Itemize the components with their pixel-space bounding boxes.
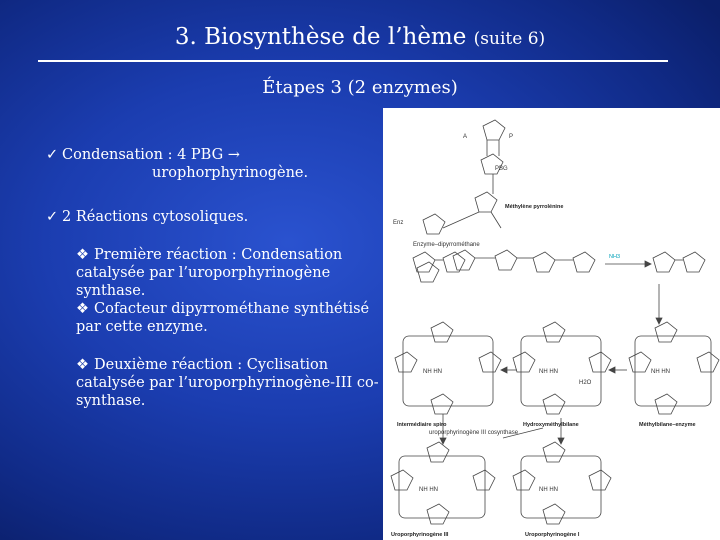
label-p-1: P [509,134,514,140]
bullet-text: Condensation : 4 PBG → [62,147,240,163]
label-spiro: Intermédiaire spiro [397,422,447,428]
label-methylene: Méthylène pyrrolénine [505,204,564,210]
bullet-cytosolic [46,208,381,226]
label-nh-hn-4: NH HN [419,487,438,493]
bullet-text: 2 Réactions cytosoliques. [62,209,249,225]
label-nh-hn-2: NH HN [539,369,558,375]
label-uro-iii: Uroporphyrinogène III [391,532,449,538]
label-pbg: PBG [495,166,508,172]
sub-bullet-first-reaction [76,246,381,300]
label-nh-hn-5: NH HN [539,487,558,493]
sub-bullet-text: Cofacteur dipyrrométhane synthétisé par cette enzyme. [76,301,370,335]
reaction-scheme-figure [383,108,720,540]
sub-bullet-second-reaction [76,356,381,410]
sub-bullet-text: Première réaction : Condensation catalysée par l’uroporphyrinogène synthase. [76,247,343,299]
label-nh-hn-3: NH HN [651,369,670,375]
check-icon: ✓ [46,147,59,163]
label-methylbilane: Méthylbilane–enzyme [639,422,696,428]
label-h2o: H2O [579,380,592,386]
label-a-1: A [463,134,468,140]
diamond-icon: ❖ [76,357,89,373]
slide-subtitle: Étapes 3 (2 enzymes) [262,77,458,98]
diamond-icon: ❖ [76,247,89,263]
check-icon: ✓ [46,209,59,225]
label-enz: Enz [393,220,404,226]
title-main: 3. Biosynthèse de l’hème [174,24,467,50]
title-suffix: (suite 6) [473,29,546,49]
slide-title [0,22,720,54]
label-cosynth: uroporphyrinogène III cosynthase [429,430,519,436]
sub-bullet-cofactor [76,300,381,336]
label-uro-i: Uroporphyrinogène I [525,532,580,538]
label-dipyrro: Enzyme–dipyrrométhane [413,242,480,248]
diamond-icon: ❖ [76,301,89,317]
content-list [46,146,381,410]
bullet-continuation: urophorphyrinogène. [152,165,309,181]
label-nh3: NH3 [609,254,621,260]
bullet-condensation [46,146,381,164]
sub-bullet-text: Deuxième réaction : Cyclisation catalysée par l’uroporphyrinogène-III co-synthase. [76,357,379,409]
label-nh-hn-1: NH HN [423,369,442,375]
title-underline [38,60,668,62]
reaction-scheme-drawing [383,108,720,540]
label-hydroxy: Hydroxyméthylbilane [523,422,579,428]
